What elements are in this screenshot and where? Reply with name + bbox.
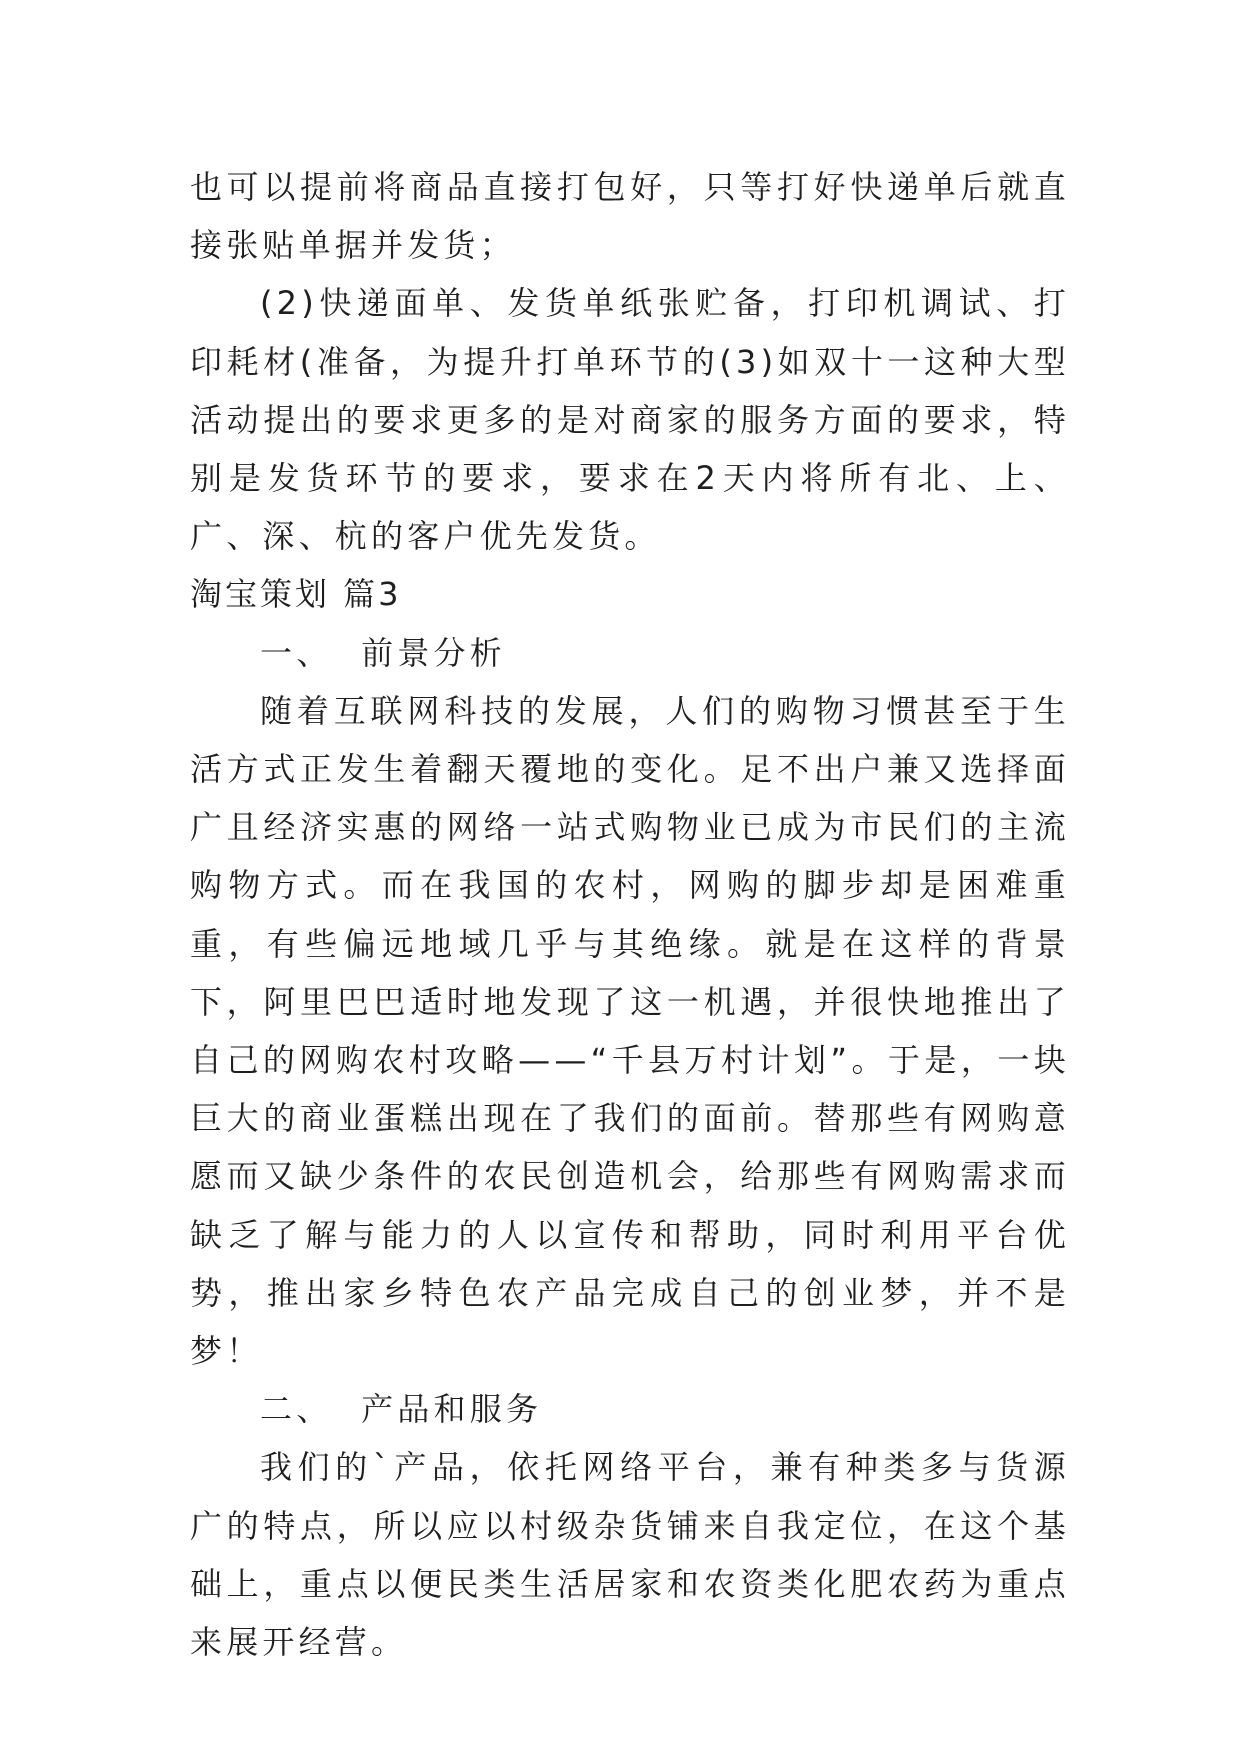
paragraph-products: 我们的`产品，依托网络平台，兼有种类多与货源广的特点，所以应以村级杂货铺来自我定位，在这个基础上，重点以便民类生活居家和农资类化肥农药为重点来展开经营。	[190, 1448, 1070, 1662]
paragraph-packing-note: 也可以提前将商品直接打包好，只等打好快递单后就直接张贴单据并发货；	[190, 168, 1070, 265]
document-body	[190, 158, 1070, 1671]
section-title-plan-3: 淘宝策划 篇3	[190, 575, 402, 614]
paragraph-background: 随着互联网科技的发展，人们的购物习惯甚至于生活方式正发生着翻天覆地的变化。足不出户兼又选择面广且经济实惠的网络一站式购物业已成为市民们的主流购物方式。而在我国的农村，网购的脚步却是困难重重，有些偏远地域几乎与其绝缘。就是在这样的背景下，阿里巴巴适时地发现了这一机遇，并很快地推出了自己的网购农村攻略——“千县万村计划”。于是，一块巨大的商业蛋糕出现在了我们的面前。替那些有网购意愿而又缺少条件的农民创造机会，给那些有网购需求而缺乏了解与能力的人以宣传和帮助，同时利用平台优势，推出家乡特色农产品完成自己的创业梦，并不是梦！	[190, 691, 1070, 1371]
paragraph-waybill-prep: (2)快递面单、发货单纸张贮备，打印机调试、打印耗材(准备，为提升打单环节的(3)如双十一这种大型活动提出的要求更多的是对商家的服务方面的要求，特别是发货环节的要求，要求在2天内将所有北、上、广、深、杭的客户优先发货。	[190, 284, 1070, 556]
subheading-products-services: 二、 产品和服务	[260, 1390, 543, 1429]
subheading-prospect-analysis: 一、 前景分析	[260, 633, 506, 672]
